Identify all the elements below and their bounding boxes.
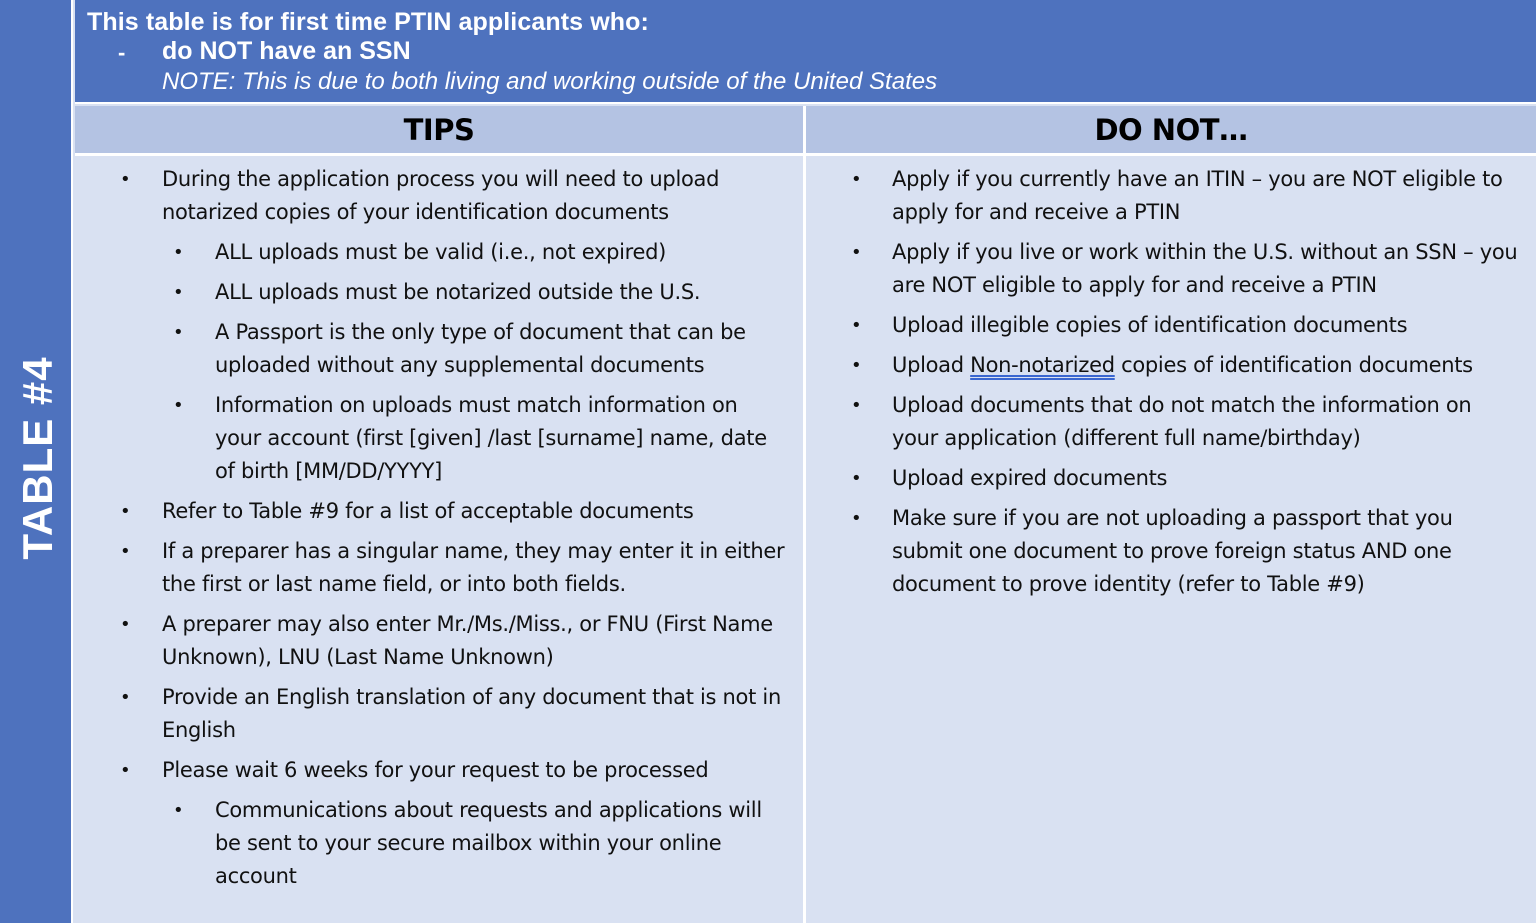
bullet-icon: • [851, 315, 862, 336]
bullet-icon: • [173, 800, 184, 821]
banner-dash-marker: - [118, 40, 126, 65]
tips-item-text: Provide an English translation of any document that is not in English [162, 685, 781, 742]
tips-item-text: ALL uploads must be notarized outside the U.S. [215, 280, 701, 304]
do-not-column-body [806, 156, 1536, 601]
do-not-list [806, 163, 1536, 601]
do-not-item-text: Upload illegible copies of identification documents [892, 313, 1408, 337]
tips-item-text: Information on uploads must match information on your account (first [given] /last [surname] name, date of birth [MM/DD/YYYY] [215, 393, 767, 483]
do-not-item-text [892, 349, 1536, 382]
bullet-icon: • [851, 468, 862, 489]
tips-item-text: If a preparer has a singular name, they may enter it in either the first or last name field, or into both fields. [162, 539, 785, 596]
bullet-icon: • [851, 395, 862, 416]
do-not-list-item [806, 462, 1536, 495]
table-banner [75, 0, 1536, 104]
do-not-column-header: DO NOT… [806, 106, 1536, 156]
do-not-list-item [806, 389, 1536, 455]
do-not-list-item [806, 163, 1536, 229]
bullet-icon: • [120, 614, 131, 635]
non-notarized-underlined-term: Non-notarized [970, 353, 1115, 377]
bullet-icon: • [173, 282, 184, 303]
do-not-item-text-post: copies of identification documents [1114, 353, 1473, 377]
table-side-bar [0, 0, 73, 923]
bullet-icon: • [120, 541, 131, 562]
tips-column-body [75, 156, 803, 893]
tips-column-header: TIPS [75, 106, 803, 156]
banner-note: NOTE: This is due to both living and working outside of the United States [162, 68, 938, 95]
do-not-item-text: Apply if you live or work within the U.S. without an SSN – you are NOT eligible to apply for and receive a PTIN [892, 240, 1518, 297]
tips-sub-list-item [75, 794, 803, 893]
tips-item-text: Refer to Table #9 for a list of acceptable documents [162, 499, 694, 523]
do-not-list-item [806, 309, 1536, 342]
tips-sub-list-item [75, 236, 803, 269]
tips-sub-list-item [75, 276, 803, 309]
tips-list-item [75, 608, 803, 674]
bullet-icon: • [120, 760, 131, 781]
table-number-label: TABLE #4 [14, 356, 61, 560]
tips-item-text: Please wait 6 weeks for your request to be processed [162, 758, 709, 782]
tips-list-item [75, 681, 803, 747]
tips-list-item [75, 754, 803, 787]
bullet-icon: • [120, 169, 131, 190]
tips-item-text: During the application process you will need to upload notarized copies of your identification documents [162, 167, 720, 224]
tips-list-item [75, 535, 803, 601]
bullet-icon: • [173, 395, 184, 416]
tips-sub-list-item [75, 316, 803, 382]
do-not-list-item [806, 349, 1536, 382]
tips-item-text: Communications about requests and applications will be sent to your secure mailbox within your online account [215, 798, 762, 888]
tips-list [75, 163, 803, 893]
bullet-icon: • [120, 687, 131, 708]
tips-list-item [75, 163, 803, 229]
tips-list-item [75, 495, 803, 528]
bullet-icon: • [851, 169, 862, 190]
do-not-item-text: Upload documents that do not match the information on your application (different full name/birthday) [892, 393, 1472, 450]
bullet-icon: • [173, 322, 184, 343]
tips-item-text: A Passport is the only type of document that can be uploaded without any supplemental documents [215, 320, 746, 377]
do-not-list-item [806, 502, 1536, 601]
do-not-item-text-pre: Upload [892, 353, 971, 377]
tips-item-text: ALL uploads must be valid (i.e., not expired) [215, 240, 667, 264]
do-not-item-text: Upload expired documents [892, 466, 1168, 490]
banner-title: This table is for first time PTIN applicants who: [87, 8, 649, 36]
banner-criteria: do NOT have an SSN [162, 37, 411, 65]
bullet-icon: • [851, 355, 862, 376]
bullet-icon: • [173, 242, 184, 263]
tips-item-text: A preparer may also enter Mr./Ms./Miss., or FNU (First Name Unknown), LNU (Last Name Unknown) [162, 612, 773, 669]
bullet-icon: • [851, 242, 862, 263]
do-not-item-text: Make sure if you are not uploading a passport that you submit one document to prove foreign status AND one document to prove identity (refer to Table #9) [892, 506, 1453, 596]
do-not-list-item [806, 236, 1536, 302]
do-not-item-text: Apply if you currently have an ITIN – you are NOT eligible to apply for and receive a PTIN [892, 167, 1503, 224]
bullet-icon: • [851, 508, 862, 529]
bullet-icon: • [120, 501, 131, 522]
tips-sub-list-item [75, 389, 803, 488]
